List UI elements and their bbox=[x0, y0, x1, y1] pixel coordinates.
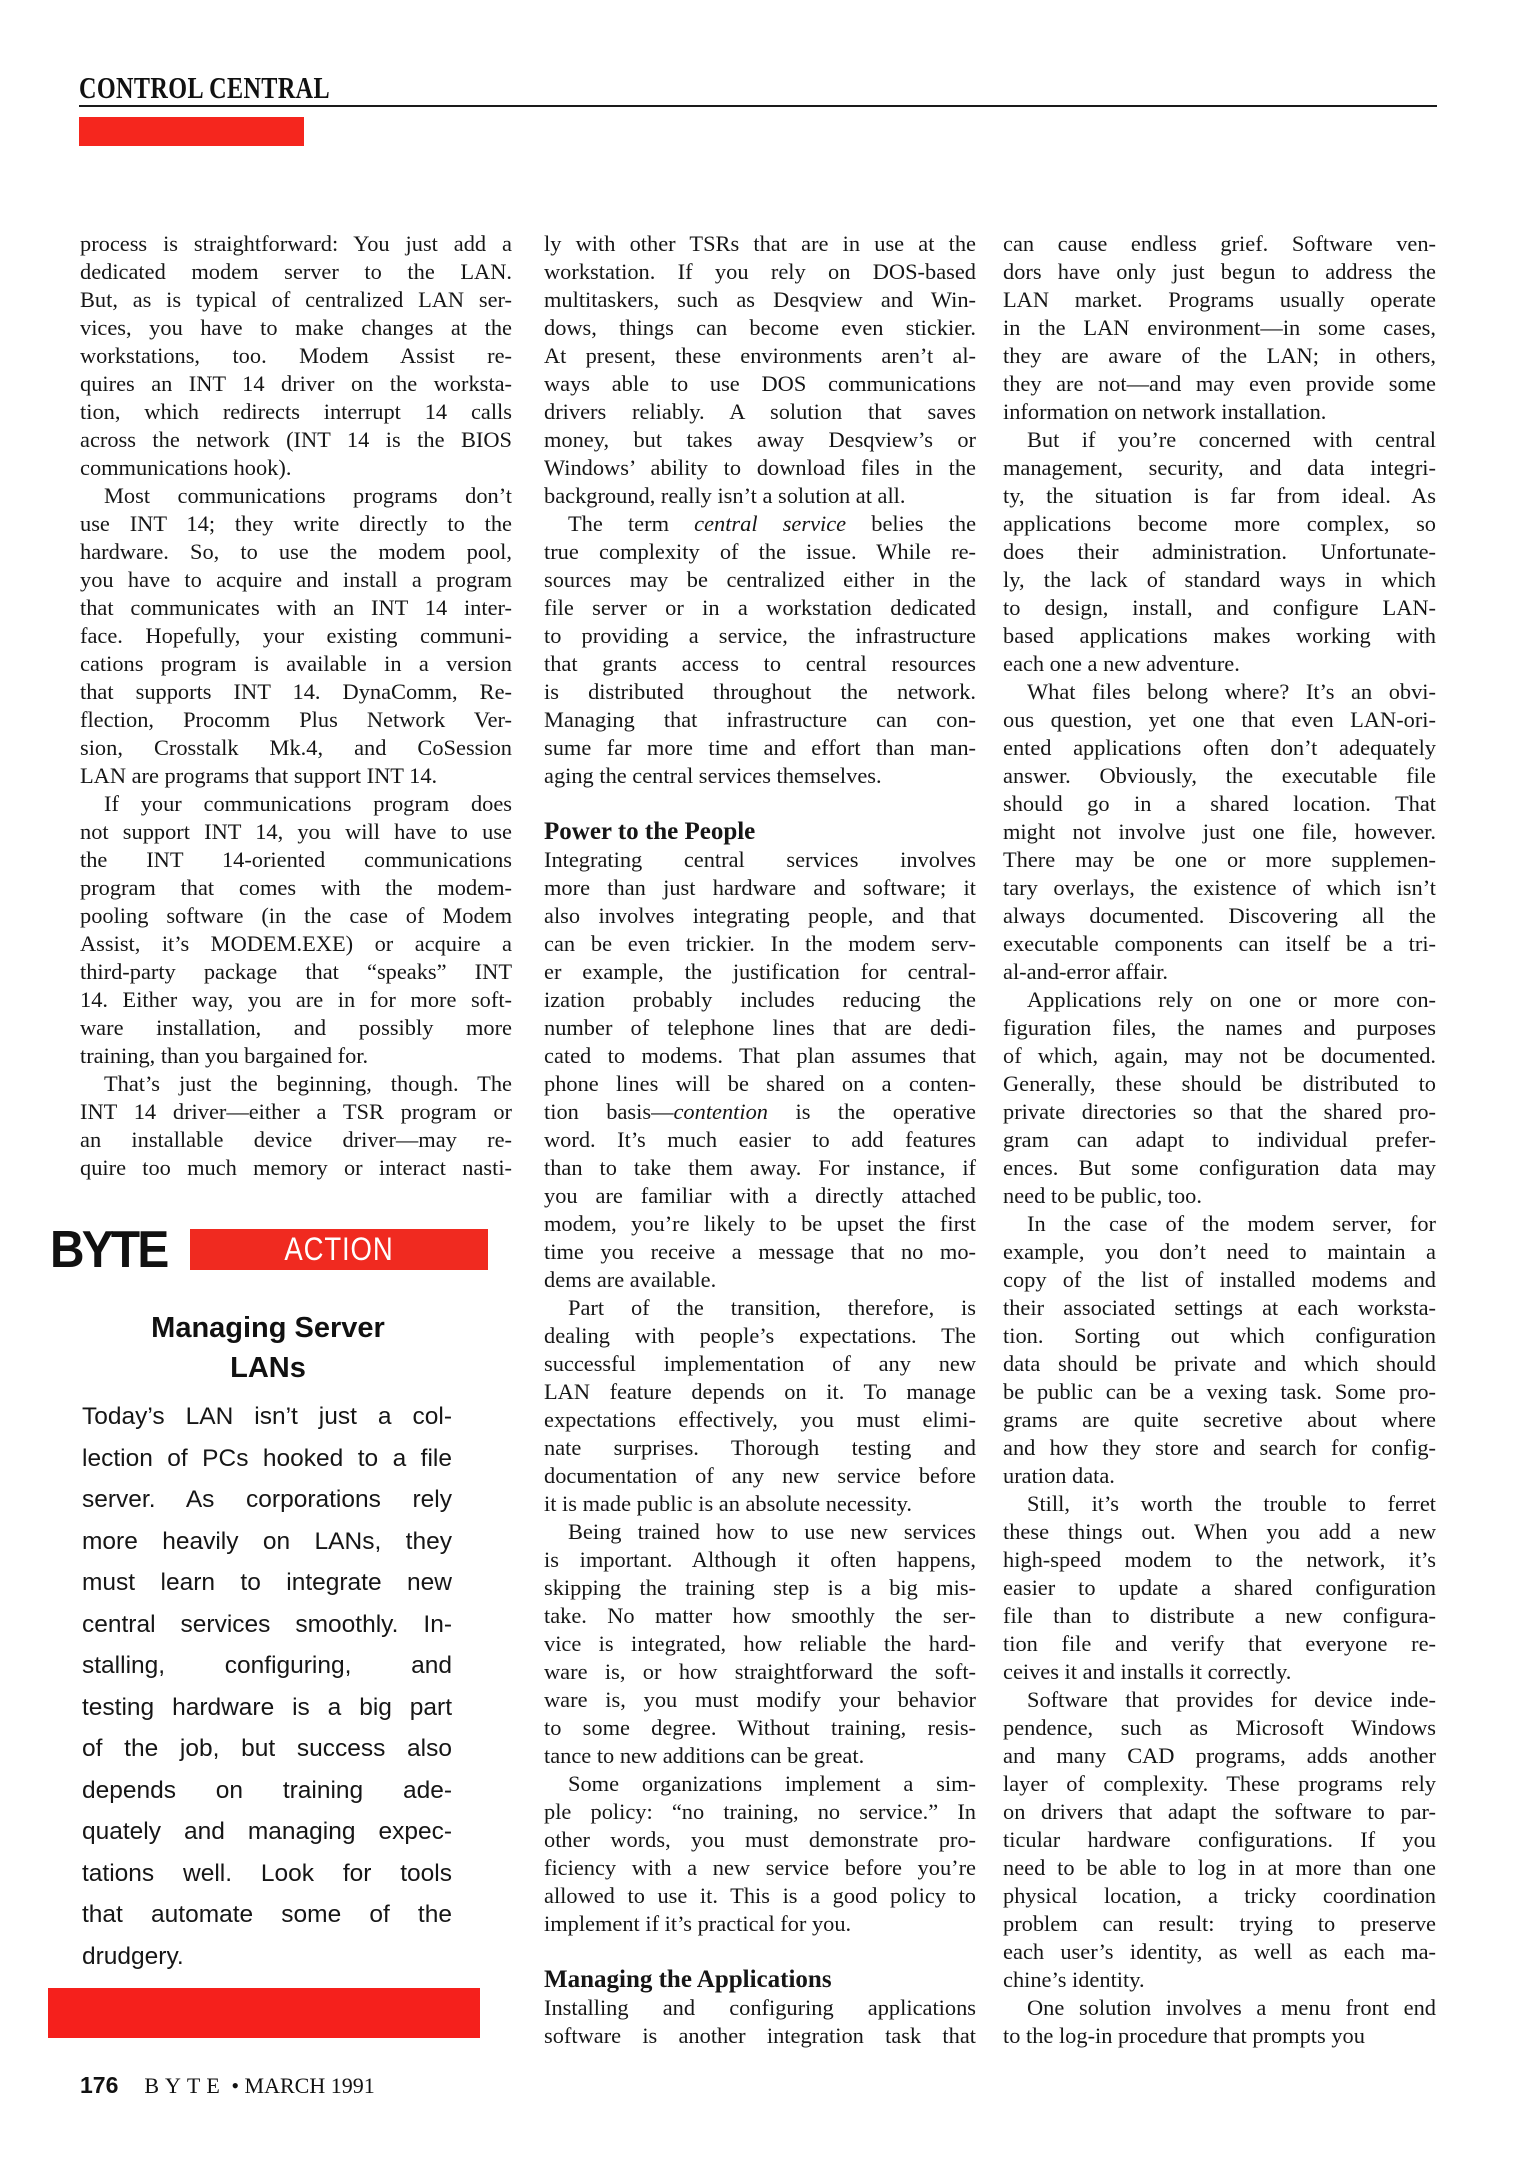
text-line: the INT 14-oriented communications bbox=[80, 847, 512, 872]
section-heading: Power to the People bbox=[544, 818, 756, 845]
text-line: sources may be centralized either in the bbox=[544, 567, 976, 592]
text-line: executable components can itself be a tri- bbox=[1003, 931, 1436, 956]
text-line: to design, install, and configure LAN- bbox=[1003, 595, 1436, 620]
text-line: might not involve just one file, however. bbox=[1003, 819, 1436, 844]
text-line: Today’s LAN isn’t just a col- bbox=[82, 1403, 452, 1430]
action-summary-title-line-2: LANs bbox=[230, 1352, 306, 1384]
text-line: these things out. When you add a new bbox=[1003, 1519, 1436, 1544]
text-line: sume far more time and effort than man- bbox=[544, 735, 976, 760]
text-line: need to be public, too. bbox=[1003, 1183, 1202, 1208]
action-summary-title bbox=[48, 1308, 488, 1388]
text-line: take. No matter how smoothly the ser- bbox=[544, 1603, 976, 1628]
action-summary-title-line-1: Managing Server bbox=[151, 1312, 385, 1344]
text-line: nate surprises. Thorough testing and bbox=[544, 1435, 976, 1460]
action-summary-badge bbox=[190, 1229, 488, 1308]
text-line: can be even trickier. In the modem serv- bbox=[544, 931, 976, 956]
text-line: documentation of any new service before bbox=[544, 1463, 976, 1488]
text-line: high-speed modem to the network, it’s bbox=[1003, 1547, 1436, 1572]
text-line: In the case of the modem server, for bbox=[1027, 1211, 1436, 1236]
text-line: more heavily on LANs, they bbox=[82, 1527, 452, 1555]
text-line: dealing with people’s expectations. The bbox=[544, 1323, 976, 1348]
text-line: background, really isn’t a solution at all. bbox=[544, 483, 906, 508]
text-line: to the log-in procedure that prompts you bbox=[1003, 2023, 1365, 2048]
text-line: ly with other TSRs that are in use at the bbox=[544, 231, 976, 256]
text-line: central services smoothly. In- bbox=[82, 1610, 452, 1638]
text-line: expectations effectively, you must elimi- bbox=[544, 1407, 976, 1432]
text-line: physical location, a tricky coordination bbox=[1003, 1883, 1436, 1908]
text-line: ware installation, and possibly more bbox=[80, 1015, 512, 1040]
text-line: to providing a service, the infrastructure bbox=[544, 623, 976, 648]
text-line: is distributed throughout the network. bbox=[544, 679, 976, 704]
text-line: tion, which redirects interrupt 14 calls bbox=[80, 399, 512, 424]
text-line: in the LAN environment—in some cases, bbox=[1003, 315, 1436, 340]
text-line: tary overlays, the existence of which isn’t bbox=[1003, 875, 1436, 900]
text-line: Integrating central services involves bbox=[544, 847, 976, 872]
text-line: training, than you bargained for. bbox=[80, 1043, 369, 1068]
text-line: software is another integration task that bbox=[544, 2023, 976, 2048]
text-line: ization probably includes reducing the bbox=[544, 987, 976, 1012]
text-line: Installing and configuring applications bbox=[544, 1995, 976, 2020]
text-line: al-and-error affair. bbox=[1003, 959, 1168, 984]
text-line: ficiency with a new service before you’re bbox=[544, 1855, 976, 1880]
text-line: Managing that infrastructure can con- bbox=[544, 707, 976, 732]
text-line: applications become more complex, so bbox=[1003, 511, 1436, 536]
text-line: drudgery. bbox=[82, 1942, 184, 1970]
text-line: ty, the situation is far from ideal. As bbox=[1003, 483, 1436, 508]
text-line: that grants access to central resources bbox=[544, 651, 976, 676]
text-line: tion basis—contention is the operative bbox=[544, 1099, 976, 1124]
text-line: data should be private and which should bbox=[1003, 1351, 1436, 1376]
text-line: information on network installation. bbox=[1003, 399, 1327, 424]
text-line: grams are quite secretive about where bbox=[1003, 1407, 1436, 1432]
text-line: that communicates with an INT 14 inter- bbox=[80, 595, 512, 620]
text-line: LAN feature depends on it. To manage bbox=[544, 1379, 976, 1404]
text-line: 14. Either way, you are in for more soft- bbox=[80, 987, 512, 1012]
text-line: cations program is available in a version bbox=[80, 651, 512, 676]
text-line: always documented. Discovering all the bbox=[1003, 903, 1436, 928]
text-line: process is straightforward: You just add a bbox=[80, 231, 512, 256]
text-line: Generally, these should be distributed to bbox=[1003, 1071, 1436, 1096]
text-line: Software that provides for device inde- bbox=[1027, 1687, 1436, 1712]
text-line: Assist, it’s MODEM.EXE) or acquire a bbox=[80, 931, 512, 956]
article-column-3 bbox=[1003, 230, 1436, 2050]
text-line: What files belong where? It’s an obvi- bbox=[1027, 679, 1436, 704]
text-line: INT 14 driver—either a TSR program or bbox=[80, 1099, 512, 1124]
text-line: file than to distribute a new configura- bbox=[1003, 1603, 1436, 1628]
text-line: stalling, configuring, and bbox=[82, 1652, 452, 1679]
text-line: Applications rely on one or more con- bbox=[1027, 987, 1436, 1012]
text-line: dedicated modem server to the LAN. bbox=[80, 259, 512, 284]
text-line: chine’s identity. bbox=[1003, 1967, 1145, 1992]
text-line: does their administration. Unfortunate- bbox=[1003, 539, 1436, 564]
text-line: Still, it’s worth the trouble to ferret bbox=[1027, 1491, 1436, 1516]
text-line: you are familiar with a directly attached bbox=[544, 1183, 976, 1208]
text-line: program that comes with the modem- bbox=[80, 875, 512, 900]
text-line: to some degree. Without training, resis- bbox=[544, 1715, 976, 1740]
text-line: tance to new additions can be great. bbox=[544, 1743, 865, 1768]
text-line: their associated settings at each worksta- bbox=[1003, 1295, 1436, 1320]
text-line: dems are available. bbox=[544, 1267, 717, 1292]
text-line: number of telephone lines that are dedi- bbox=[544, 1015, 976, 1040]
text-line: other words, you must demonstrate pro- bbox=[544, 1827, 976, 1852]
text-line: But if you’re concerned with central bbox=[1027, 427, 1436, 452]
action-summary-body bbox=[82, 1396, 452, 1977]
text-line: than to take them away. For instance, if bbox=[544, 1155, 976, 1180]
text-line: aging the central services themselves. bbox=[544, 763, 882, 788]
issue-date: MARCH 1991 bbox=[244, 2073, 375, 2098]
section-heading: Managing the Applications bbox=[544, 1966, 832, 1993]
text-line: of which, again, may not be documented. bbox=[1003, 1043, 1436, 1068]
text-line: based applications makes working with bbox=[1003, 623, 1436, 648]
text-line: also involves integrating people, and that bbox=[544, 903, 976, 928]
text-line: they are not—and may even provide some bbox=[1003, 371, 1436, 396]
page-footer bbox=[80, 2072, 375, 2099]
text-line: But, as is typical of centralized LAN ser- bbox=[80, 287, 512, 312]
text-line: Windows’ ability to download files in the bbox=[544, 455, 976, 480]
text-line: third-party package that “speaks” INT bbox=[80, 959, 512, 984]
text-line: should go in a shared location. That bbox=[1003, 791, 1436, 816]
text-line: is important. Although it often happens, bbox=[544, 1547, 976, 1572]
text-line: workstation. If you rely on DOS-based bbox=[544, 259, 976, 284]
text-line: must learn to integrate new bbox=[82, 1569, 452, 1596]
text-line: it is made public is an absolute necessity. bbox=[544, 1491, 912, 1516]
text-line: tations well. Look for tools bbox=[82, 1859, 452, 1887]
text-line: that automate some of the bbox=[82, 1901, 452, 1928]
text-line: ware is, you must modify your behavior bbox=[544, 1687, 976, 1712]
text-line: you have to acquire and install a program bbox=[80, 567, 512, 592]
text-line: an installable device driver—may re- bbox=[80, 1127, 512, 1152]
text-line: time you receive a message that no mo- bbox=[544, 1239, 976, 1264]
text-line: depends on training ade- bbox=[82, 1776, 452, 1804]
text-line: dors have only just begun to address the bbox=[1003, 259, 1436, 284]
text-line: be public can be a vexing task. Some pro- bbox=[1003, 1379, 1436, 1404]
text-line: There may be one or more supplemen- bbox=[1003, 847, 1436, 872]
text-line: tion file and verify that everyone re- bbox=[1003, 1631, 1436, 1656]
text-line: across the network (INT 14 is the BIOS bbox=[80, 427, 512, 452]
footer-separator: • bbox=[231, 2073, 240, 2098]
action-summary-footer-bar bbox=[48, 1988, 480, 2038]
text-line: lection of PCs hooked to a file bbox=[82, 1444, 452, 1472]
text-line: The term central service belies the bbox=[568, 511, 977, 536]
text-line: implement if it’s practical for you. bbox=[544, 1911, 852, 1936]
text-line: Some organizations implement a sim- bbox=[568, 1771, 976, 1796]
text-line: LAN market. Programs usually operate bbox=[1003, 287, 1436, 312]
page-number: 176 bbox=[80, 2072, 119, 2098]
text-line: flection, Procomm Plus Network Ver- bbox=[80, 707, 512, 732]
text-line: can cause endless grief. Software ven- bbox=[1003, 231, 1436, 256]
header-rule bbox=[79, 105, 1437, 107]
text-line: Part of the transition, therefore, is bbox=[568, 1295, 976, 1320]
text-line: layer of complexity. These programs rely bbox=[1003, 1771, 1436, 1796]
article-column-1 bbox=[80, 230, 512, 1182]
magazine-name: BYTE bbox=[144, 2073, 226, 2098]
text-line: gram can adapt to individual prefer- bbox=[1003, 1127, 1436, 1152]
action-summary-badge-label: ACTION SUMMARY bbox=[265, 1231, 413, 1308]
text-line: One solution involves a menu front end bbox=[1027, 1995, 1436, 2020]
text-line: hardware. So, to use the modem pool, bbox=[80, 539, 512, 564]
text-line: communications hook). bbox=[80, 455, 292, 480]
text-line: ences. But some configuration data may bbox=[1003, 1155, 1436, 1180]
text-line: use INT 14; they write directly to the bbox=[80, 511, 512, 536]
text-line: Most communications programs don’t bbox=[104, 483, 512, 508]
text-line: ple policy: “no training, no service.” In bbox=[544, 1799, 976, 1824]
text-line: quire too much memory or interact nasti- bbox=[80, 1155, 512, 1180]
text-line: ly, the lack of standard ways in which bbox=[1003, 567, 1436, 592]
text-line: That’s just the beginning, though. The bbox=[104, 1071, 512, 1096]
section-title: CONTROL CENTRAL bbox=[79, 70, 331, 105]
text-line: drivers reliably. A solution that saves bbox=[544, 399, 976, 424]
text-line: successful implementation of any new bbox=[544, 1351, 976, 1376]
header-accent-bar bbox=[79, 117, 304, 146]
text-line: problem can result: trying to preserve bbox=[1003, 1911, 1436, 1936]
text-line: uration data. bbox=[1003, 1463, 1115, 1488]
text-line: not support INT 14, you will have to use bbox=[80, 819, 512, 844]
text-line: testing hardware is a big part bbox=[82, 1693, 452, 1721]
article-column-2 bbox=[544, 230, 976, 2050]
text-line: dows, things can become even stickier. bbox=[544, 315, 976, 340]
text-line: At present, these environments aren’t al- bbox=[544, 343, 976, 368]
text-line: If your communications program does bbox=[104, 791, 512, 816]
text-line: and how they store and search for config- bbox=[1003, 1435, 1436, 1460]
text-line: of the job, but success also bbox=[82, 1735, 452, 1762]
text-line: file server or in a workstation dedicated bbox=[544, 595, 976, 620]
text-line: private directories so that the shared pro- bbox=[1003, 1099, 1436, 1124]
text-line: that supports INT 14. DynaComm, Re- bbox=[80, 679, 512, 704]
text-line: management, security, and data integri- bbox=[1003, 455, 1436, 480]
text-line: tion. Sorting out which configuration bbox=[1003, 1323, 1436, 1348]
text-line: easier to update a shared configuration bbox=[1003, 1575, 1436, 1600]
text-line: word. It’s much easier to add features bbox=[544, 1127, 976, 1152]
text-line: ware is, or how straightforward the soft- bbox=[544, 1659, 976, 1684]
text-line: Being trained how to use new services bbox=[568, 1519, 976, 1544]
text-line: ented applications often don’t adequately bbox=[1003, 735, 1436, 760]
text-line: workstations, too. Modem Assist re- bbox=[80, 343, 512, 368]
text-line: server. As corporations rely bbox=[82, 1486, 452, 1513]
text-line: multitaskers, such as Desqview and Win- bbox=[544, 287, 976, 312]
text-line: and many CAD programs, adds another bbox=[1003, 1743, 1436, 1768]
text-line: each user’s identity, as well as each ma- bbox=[1003, 1939, 1436, 1964]
text-line: answer. Obviously, the executable file bbox=[1003, 763, 1436, 788]
text-line: ways able to use DOS communications bbox=[544, 371, 976, 396]
text-line: pooling software (in the case of Modem bbox=[80, 903, 512, 928]
text-line: pendence, such as Microsoft Windows bbox=[1003, 1715, 1436, 1740]
text-line: money, but takes away Desqview’s or bbox=[544, 427, 976, 452]
text-line: more than just hardware and software; it bbox=[544, 875, 976, 900]
text-line: skipping the training step is a big mis- bbox=[544, 1575, 976, 1600]
text-line: they are aware of the LAN; in others, bbox=[1003, 343, 1436, 368]
text-line: quires an INT 14 driver on the worksta- bbox=[80, 371, 512, 396]
text-line: face. Hopefully, your existing communi- bbox=[80, 623, 512, 648]
text-line: example, you don’t need to maintain a bbox=[1003, 1239, 1436, 1264]
text-line: cated to modems. That plan assumes that bbox=[544, 1043, 976, 1068]
text-line: true complexity of the issue. While re- bbox=[544, 539, 976, 564]
text-line: allowed to use it. This is a good policy to bbox=[544, 1883, 976, 1908]
text-line: sion, Crosstalk Mk.4, and CoSession bbox=[80, 735, 512, 760]
text-line: on drivers that adapt the software to par- bbox=[1003, 1799, 1436, 1824]
text-line: ceives it and installs it correctly. bbox=[1003, 1659, 1292, 1684]
text-line: er example, the justification for central- bbox=[544, 959, 976, 984]
byte-logo: BYTE bbox=[50, 1221, 167, 1279]
text-line: copy of the list of installed modems and bbox=[1003, 1267, 1436, 1292]
text-line: vice is integrated, how reliable the hard- bbox=[544, 1631, 976, 1656]
text-line: quately and managing expec- bbox=[82, 1818, 452, 1845]
text-line: figuration files, the names and purposes bbox=[1003, 1015, 1436, 1040]
text-line: need to be able to log in at more than one bbox=[1003, 1855, 1436, 1880]
text-line: each one a new adventure. bbox=[1003, 651, 1240, 676]
text-line: ticular hardware configurations. If you bbox=[1003, 1827, 1436, 1852]
text-line: phone lines will be shared on a conten- bbox=[544, 1071, 976, 1096]
text-line: vices, you have to make changes at the bbox=[80, 315, 512, 340]
text-line: ous question, yet one that even LAN-ori- bbox=[1003, 707, 1436, 732]
text-line: LAN are programs that support INT 14. bbox=[80, 763, 438, 788]
text-line: modem, you’re likely to be upset the first bbox=[544, 1211, 976, 1236]
